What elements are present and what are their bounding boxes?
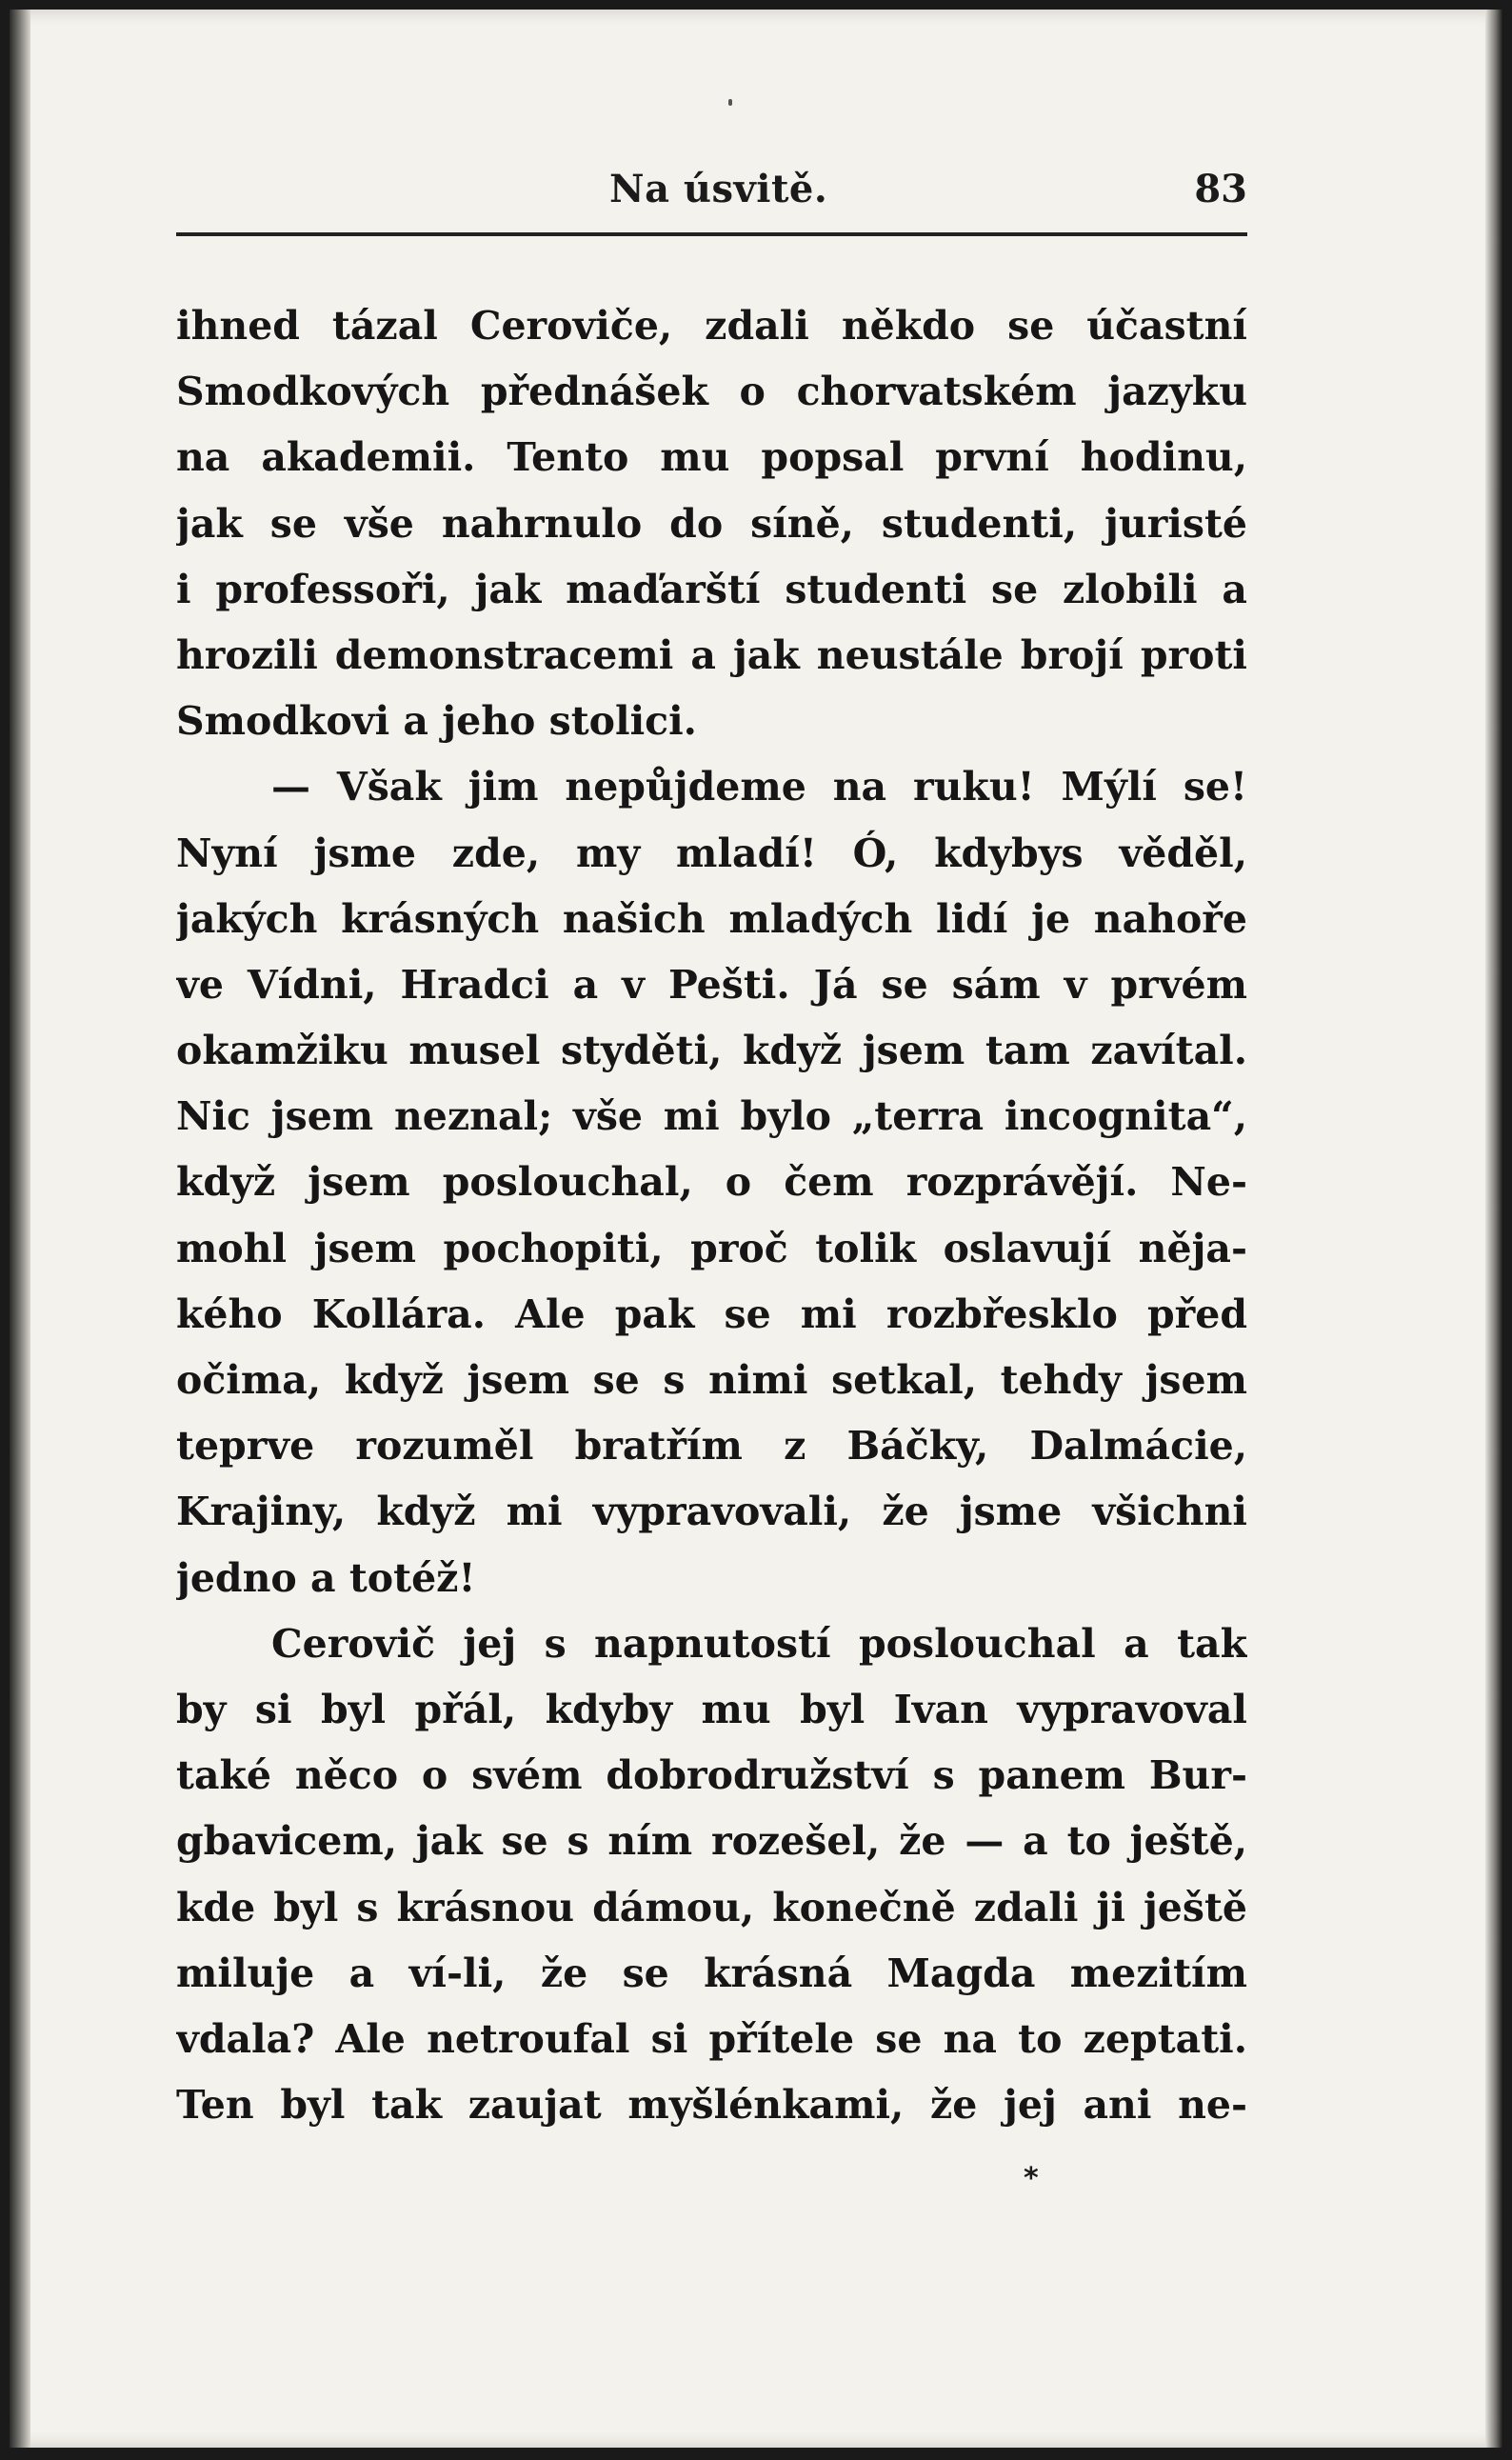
text-line: ihned tázal Ceroviče, zdali někdo se účastní [176,303,1247,349]
print-speck [728,99,732,106]
text-line: Smodkovi a jeho stolici. [176,698,697,745]
running-header [176,167,1247,214]
text-line: mohl jsem pochopiti, proč tolik oslavují něja- [176,1225,1247,1271]
text-line: okamžiku musel styděti, když jsem tam zavítal. [176,1028,1247,1074]
text-line: Nic jsem neznal; vše mi bylo „terra incognita“, [176,1093,1247,1140]
text-line: Krajiny, když mi vypravovali, že jsme všichni [176,1489,1247,1535]
text-line: jakých krásných našich mladých lidí je nahoře [176,895,1247,942]
text-line: jedno a totéž! [176,1554,476,1601]
text-line: i professoři, jak maďarští studenti se zlobili a [176,566,1247,612]
text-line: gbavicem, jak se s ním rozešel, že — a to ještě, [176,1818,1247,1865]
text-line: vdala? Ale netroufal si přítele se na to zeptati. [176,2015,1247,2062]
text-line: jak se vše nahrnulo do síně, studenti, juristé [176,500,1247,547]
signature-mark: * [1024,2162,1039,2195]
page-number: 83 [1194,167,1247,211]
text-line: ve Vídni, Hradci a v Pešti. Já se sám v prvém [176,961,1247,1008]
text-line: miluje a ví-li, že se krásná Magda mezitím [176,1950,1247,1996]
text-line: očima, když jsem se s nimi setkal, tehdy jsem [176,1357,1247,1403]
text-line: — Však jim nepůjdeme na ruku! Mýlí se! [271,764,1247,810]
text-line: Nyní jsme zde, my mladí! Ó, kdybys věděl, [176,830,1247,876]
text-line: když jsem poslouchal, o čem rozprávějí. Ne- [176,1159,1247,1206]
page-outer-edge [1485,10,1502,2448]
text-line: by si byl přál, kdyby mu byl Ivan vypravoval [176,1686,1247,1732]
body-text [176,293,1247,2138]
text-line: také něco o svém dobrodružství s panem Bur- [176,1752,1247,1799]
running-title: Na úsvitě. [609,167,828,211]
text-line: teprve rozuměl bratřím z Báčky, Dalmácie, [176,1423,1247,1470]
text-line: kde byl s krásnou dámou, konečně zdali ji ještě [176,1884,1247,1930]
header-rule [176,232,1247,236]
text-line: Smodkových přednášek o chorvatském jazyku [176,369,1247,415]
text-line: na akademii. Tento mu popsal první hodinu, [176,434,1247,481]
text-line: hrozili demonstracemi a jak neustále brojí proti [176,631,1247,678]
text-line: Cerovič jej s napnutostí poslouchal a tak [271,1620,1247,1667]
text-line: kého Kollára. Ale pak se mi rozbřesklo před [176,1290,1247,1337]
text-line: Ten byl tak zaujat myšlénkami, že jej ani ne- [176,2082,1247,2129]
page-binding-edge [10,10,30,2448]
